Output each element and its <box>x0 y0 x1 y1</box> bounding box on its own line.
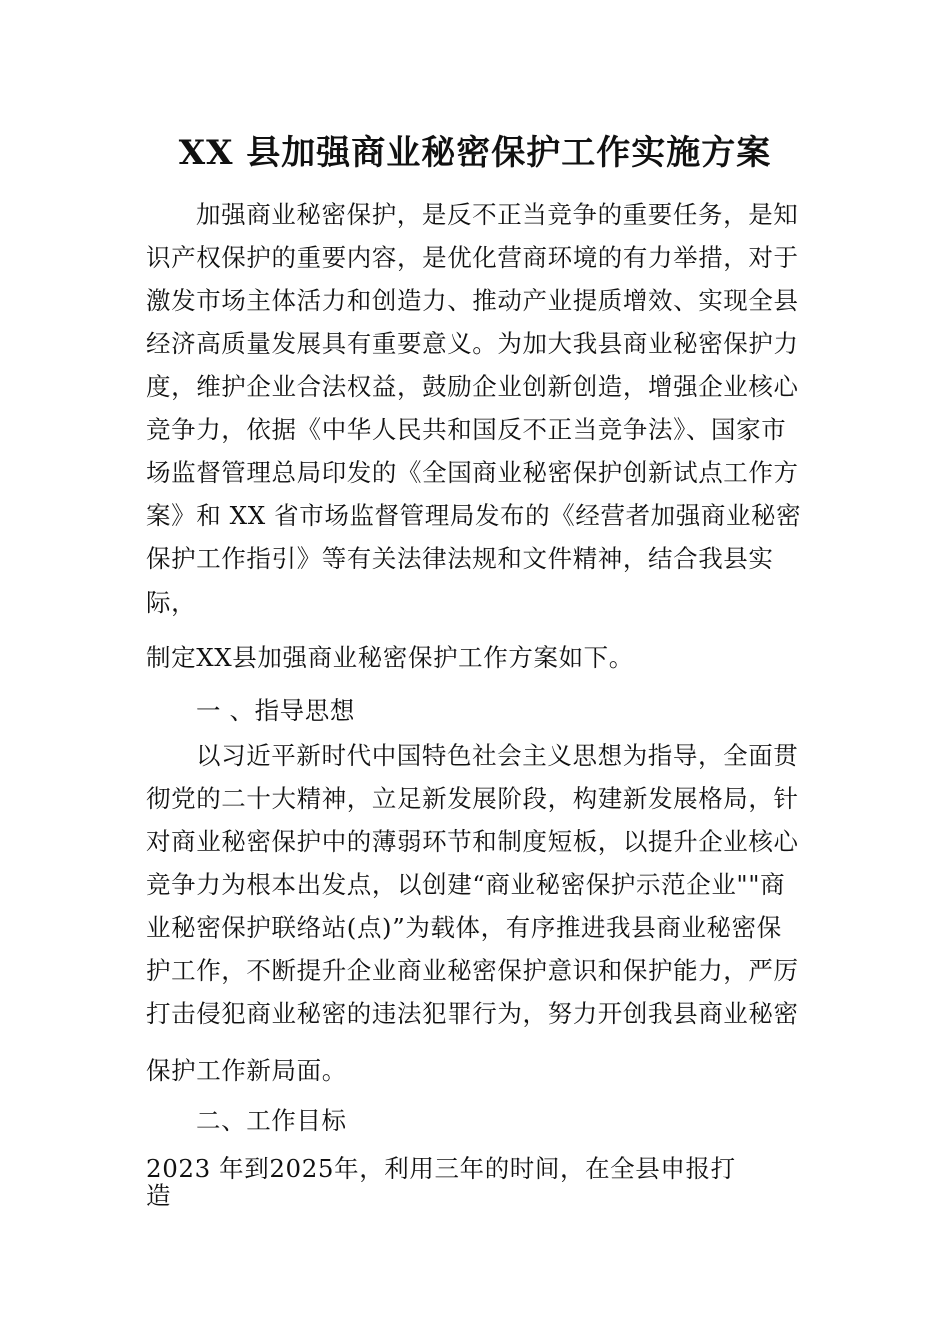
paragraph-line: 际， <box>146 588 197 617</box>
paragraph-line: 制定XX县加强商业秘密保护工作方案如下。 <box>146 643 634 672</box>
paragraph-line: 以习近平新时代中国特色社会主义思想为指导，全面贯 <box>196 741 799 770</box>
paragraph-line: 场监督管理总局印发的《全国商业秘密保护创新试点工作方 <box>146 458 799 487</box>
paragraph-line: 对商业秘密保护中的薄弱环节和制度短板，以提升企业核心 <box>146 827 799 856</box>
paragraph-line: 度，维护企业合法权益，鼓励企业创新创造，增强企业核心 <box>146 372 799 401</box>
paragraph-line: 护工作，不断提升企业商业秘密保护意识和保护能力，严厉 <box>146 956 799 985</box>
section-heading-guiding-ideology: 一 、指导思想 <box>196 696 355 725</box>
paragraph-line: 保护工作指引》等有关法律法规和文件精神，结合我县实 <box>146 544 774 573</box>
paragraph-line: 2023 年到2025年，利用三年的时间，在全县申报打 <box>146 1154 736 1183</box>
paragraph-line: 保护工作新局面。 <box>146 1056 347 1085</box>
paragraph-line: 打击侵犯商业秘密的违法犯罪行为，努力开创我县商业秘密 <box>146 999 799 1028</box>
paragraph-line: 竞争力为根本出发点，以创建“商业秘密保护示范企业""商 <box>146 870 786 899</box>
paragraph-line: 激发市场主体活力和创造力、推动产业提质增效、实现全县 <box>146 286 799 315</box>
paragraph-line: 案》和 XX 省市场监督管理局发布的《经营者加强商业秘密 <box>146 501 802 530</box>
paragraph-line: 经济高质量发展具有重要意义。为加大我县商业秘密保护力 <box>146 329 799 358</box>
document-title: XX 县加强商业秘密保护工作实施方案 <box>178 133 772 173</box>
paragraph-line: 加强商业秘密保护，是反不正当竞争的重要任务，是知 <box>196 200 799 229</box>
paragraph-line: 造 <box>146 1181 172 1210</box>
paragraph-line: 业秘密保护联络站(点)”为载体，有序推进我县商业秘密保 <box>146 913 782 942</box>
paragraph-line: 彻党的二十大精神，立足新发展阶段，构建新发展格局，针 <box>146 784 799 813</box>
paragraph-line: 竞争力，依据《中华人民共和国反不正当竞争法》、国家市 <box>146 415 787 444</box>
paragraph-line: 识产权保护的重要内容，是优化营商环境的有力举措，对于 <box>146 243 799 272</box>
section-heading-work-goals: 二、工作目标 <box>196 1106 347 1135</box>
